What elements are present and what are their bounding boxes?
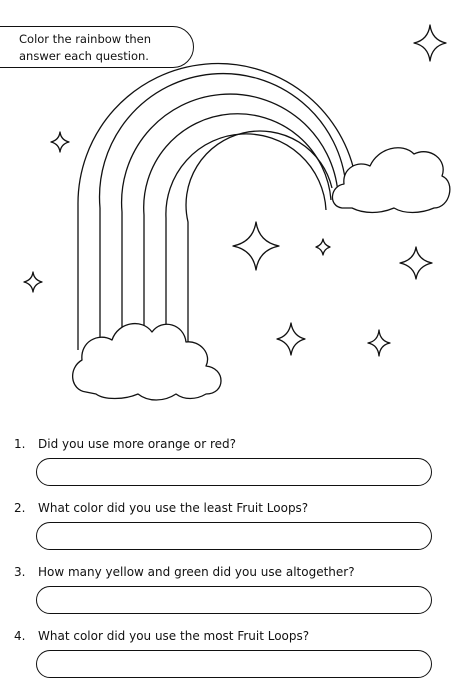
rainbow-icon bbox=[78, 64, 356, 350]
answer-field-2[interactable] bbox=[36, 522, 432, 550]
question-3-text: How many yellow and green did you use altogether? bbox=[38, 565, 355, 579]
rainbow-outer-arc bbox=[78, 64, 356, 350]
question-1 bbox=[14, 436, 434, 486]
question-4-label bbox=[14, 628, 434, 644]
sparkle-star-icon bbox=[233, 222, 279, 270]
sparkle-star-icon bbox=[51, 132, 69, 152]
sparkle-star-icon bbox=[277, 323, 305, 355]
rainbow-arc-4 bbox=[144, 114, 331, 350]
answer-field-3[interactable] bbox=[36, 586, 432, 614]
answer-field-1[interactable] bbox=[36, 458, 432, 486]
question-2-text: What color did you use the least Fruit Loops? bbox=[38, 501, 309, 515]
question-1-text: Did you use more orange or red? bbox=[38, 437, 236, 451]
sparkle-star-icon bbox=[24, 272, 42, 292]
instructions-line-2: answer each question. bbox=[19, 49, 149, 63]
question-4-text: What color did you use the most Fruit Loops? bbox=[38, 629, 310, 643]
rainbow-arc-3 bbox=[122, 94, 338, 350]
question-2-number: 2. bbox=[14, 501, 26, 515]
question-1-number: 1. bbox=[14, 437, 26, 451]
question-3 bbox=[14, 564, 434, 614]
sparkle-star-icon bbox=[368, 330, 390, 356]
sparkle-star-icon bbox=[400, 247, 432, 279]
cloud-icon bbox=[73, 324, 221, 400]
question-2-label bbox=[14, 500, 434, 516]
question-4 bbox=[14, 628, 434, 678]
sparkle-star-icon bbox=[414, 25, 446, 61]
question-4-number: 4. bbox=[14, 629, 26, 643]
instructions-line-1: Color the rainbow then bbox=[19, 32, 152, 46]
rainbow-inner-arc bbox=[186, 131, 332, 350]
question-3-number: 3. bbox=[14, 565, 26, 579]
sparkle-star-icon bbox=[316, 239, 330, 255]
question-2 bbox=[14, 500, 434, 550]
question-1-label bbox=[14, 436, 434, 452]
answer-field-4[interactable] bbox=[36, 650, 432, 678]
rainbow-arc-5 bbox=[166, 134, 326, 350]
question-3-label bbox=[14, 564, 434, 580]
